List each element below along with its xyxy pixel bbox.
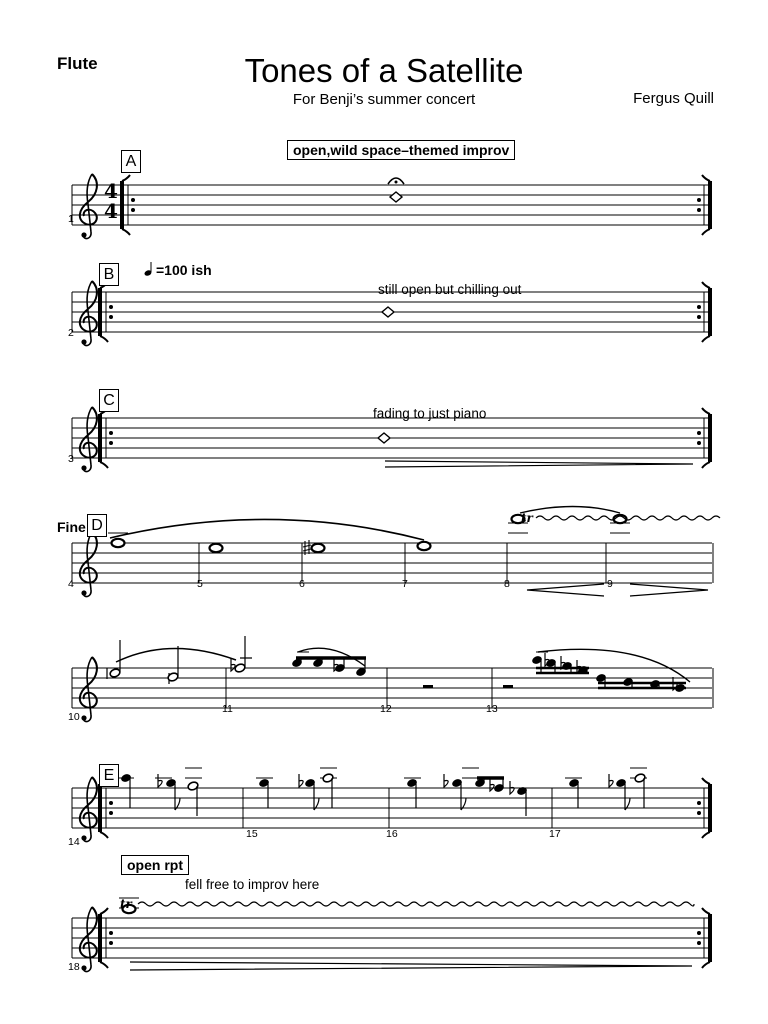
treble-clef-icon bbox=[80, 174, 97, 239]
measure-number: 14 bbox=[68, 836, 80, 848]
whole-note bbox=[112, 539, 125, 547]
diamond-notehead-icon bbox=[390, 192, 402, 202]
half-note bbox=[234, 663, 246, 673]
fermata-icon bbox=[388, 178, 404, 184]
score-subtitle: For Benji’s summer concert bbox=[292, 91, 476, 108]
measure-number: 8 bbox=[504, 578, 510, 590]
trill-label: tr bbox=[120, 897, 132, 911]
slur bbox=[116, 648, 236, 662]
whole-note bbox=[418, 542, 431, 550]
time-sig-denominator: 4 bbox=[104, 199, 118, 223]
measure-number: 11 bbox=[222, 703, 233, 715]
measure-number: 10 bbox=[68, 711, 80, 723]
measure-number: 12 bbox=[380, 703, 392, 715]
treble-clef-icon bbox=[80, 657, 97, 722]
trill-wavy-line bbox=[536, 516, 720, 520]
expression-text: fell free to improv here bbox=[185, 877, 320, 892]
tie bbox=[520, 507, 620, 514]
flat-icon bbox=[609, 774, 613, 787]
measure-number: 5 bbox=[197, 578, 203, 590]
measure-number: 16 bbox=[386, 828, 398, 840]
flat-icon bbox=[158, 774, 162, 787]
instrument-name: Flute bbox=[57, 54, 98, 73]
whole-note bbox=[210, 544, 223, 552]
staff-system-1 bbox=[72, 185, 712, 225]
sixteenth-note-group bbox=[531, 652, 686, 693]
measure-number: 13 bbox=[486, 703, 498, 715]
score-title: Tones of a Satellite bbox=[244, 52, 524, 89]
expression-text: still open but chilling out bbox=[378, 282, 522, 297]
improv-instruction-box: open,wild space–themed improv bbox=[287, 140, 515, 160]
rehearsal-mark-e: E bbox=[99, 764, 119, 787]
treble-clef-icon bbox=[80, 907, 97, 972]
diamond-notehead-icon bbox=[382, 307, 394, 317]
crescendo-hairpin bbox=[527, 584, 604, 596]
eighth-note-group bbox=[291, 652, 367, 677]
measure-number: 2 bbox=[68, 327, 74, 339]
half-note bbox=[109, 668, 121, 678]
treble-clef-icon bbox=[80, 777, 97, 842]
treble-clef-icon bbox=[80, 281, 97, 346]
rehearsal-mark-c: C bbox=[99, 389, 119, 412]
measure-number: 4 bbox=[68, 578, 74, 590]
measure-number: 17 bbox=[549, 828, 561, 840]
trill-wavy-line bbox=[138, 902, 694, 906]
treble-clef-icon bbox=[80, 532, 97, 597]
rehearsal-mark-d: D bbox=[87, 514, 107, 537]
slur bbox=[110, 519, 424, 540]
trill-label: tr bbox=[521, 511, 533, 525]
measure-15-notes bbox=[256, 768, 337, 810]
quarter-note-tempo-icon bbox=[144, 262, 153, 277]
diamond-notehead-icon bbox=[378, 433, 390, 443]
treble-clef-icon bbox=[80, 407, 97, 472]
flat-icon bbox=[490, 778, 494, 791]
measure-number: 9 bbox=[607, 578, 613, 590]
whole-note bbox=[312, 544, 325, 552]
expression-text: fading to just piano bbox=[373, 406, 487, 421]
time-sig-numerator: 4 bbox=[104, 179, 118, 203]
flat-icon bbox=[444, 774, 448, 787]
measure-number: 18 bbox=[68, 961, 80, 973]
measure-number: 3 bbox=[68, 453, 74, 465]
measure-number: 15 bbox=[246, 828, 258, 840]
decrescendo-hairpin bbox=[630, 584, 708, 596]
decrescendo-hairpin bbox=[385, 461, 693, 467]
fine-label: Fine bbox=[57, 519, 86, 535]
staff-system-6 bbox=[72, 788, 712, 828]
measure-number: 1 bbox=[68, 213, 74, 225]
rehearsal-mark-a: A bbox=[121, 150, 141, 173]
decrescendo-hairpin bbox=[130, 962, 692, 970]
tempo-marking: =100 ish bbox=[156, 262, 212, 278]
composer-name: Fergus Quill bbox=[633, 90, 714, 107]
measure-14-notes bbox=[117, 768, 202, 816]
open-repeat-box: open rpt bbox=[121, 855, 189, 875]
measure-16-notes bbox=[404, 768, 528, 816]
flat-icon bbox=[510, 781, 514, 794]
measure-number: 6 bbox=[299, 578, 305, 590]
rehearsal-mark-b: B bbox=[99, 263, 119, 286]
half-rest-icon bbox=[500, 685, 516, 688]
staff-system-4 bbox=[72, 543, 713, 583]
half-rest-icon bbox=[420, 685, 436, 688]
staff-system-3 bbox=[72, 418, 712, 458]
staff-system-7 bbox=[72, 918, 712, 958]
measure-17-notes bbox=[565, 768, 647, 810]
measure-number: 7 bbox=[402, 578, 408, 590]
flat-icon bbox=[299, 774, 303, 787]
